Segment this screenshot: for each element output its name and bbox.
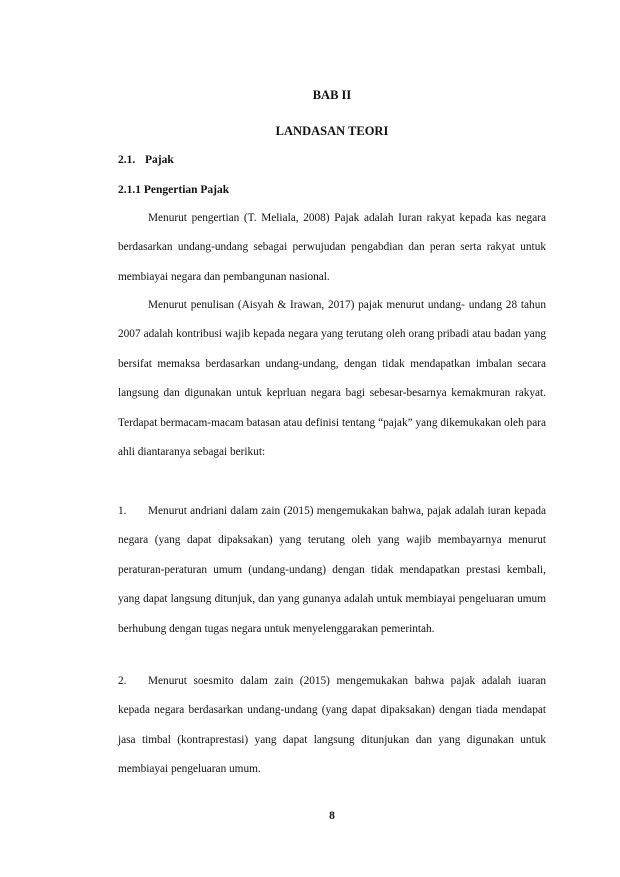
list-item-text: Menurut andriani dalam zain (2015) mengemukakan bahwa, pajak adalah iuran kepada negara (yang dapat dipaksakan) yang terutang oleh yang wajib membayarnya menurut peraturan-peraturan umum (undang-undang) dengan tidak mendapatkan prestasi kembali, yang dapat langsung ditunjuk, dan yang gunanya adalah untuk membiayai pengeluaran umum berhubung dengan tugas negara untuk menyelenggarakan pemerintah. — [118, 505, 546, 635]
list-item-text: Menurut soesmito dalam zain (2015) mengemukakan bahwa pajak adalah iuaran kepada negara berdasarkan undang-undang (yang dapat dipaksakan) dengan tiada mendapat jasa timbal (kontraprestasi) yang dapat langsung ditunjukan dan yang digunakan untuk membiayai pengeluaran umum. — [118, 675, 546, 776]
chapter-heading: BAB II — [312, 88, 352, 102]
section-number: 2.1. — [118, 154, 136, 166]
chapter-title: LANDASAN TEORI — [275, 124, 389, 138]
list-item — [118, 497, 546, 644]
section-label: Pajak — [145, 154, 174, 166]
subsection-heading: 2.1.1 Pengertian Pajak — [118, 184, 230, 196]
list-item-marker: 1. — [118, 505, 127, 517]
list-item-marker: 2. — [118, 675, 127, 687]
page-number: 8 — [329, 810, 335, 822]
section-heading — [118, 154, 174, 166]
list-item — [118, 667, 546, 785]
paragraph: Menurut pengertian (T. Meliala, 2008) Pajak adalah Iuran rakyat kepada kas negara berdasarkan undang-undang sebagai perwujudan pengabdian dan peran serta rakyat untuk membiayai negara dan pembangunan nasional. — [118, 212, 546, 283]
paragraph: Menurut penulisan (Aisyah & Irawan, 2017) pajak menurut undang- undang 28 tahun 2007 adalah kontribusi wajib kepada negara yang terutang oleh orang pribadi atau badan yang bersifat memaksa berdasarkan undang-undang, dengan tidak mendapatkan imbalan secara langsung dan digunakan untuk keprluan negara bagi sebesar-besarnya kemakmuran rakyat. Terdapat bermacam-macam batasan atau definisi tentang “pajak” yang dikemukakan oleh para ahli diantaranya sebagai berikut: — [118, 299, 546, 459]
